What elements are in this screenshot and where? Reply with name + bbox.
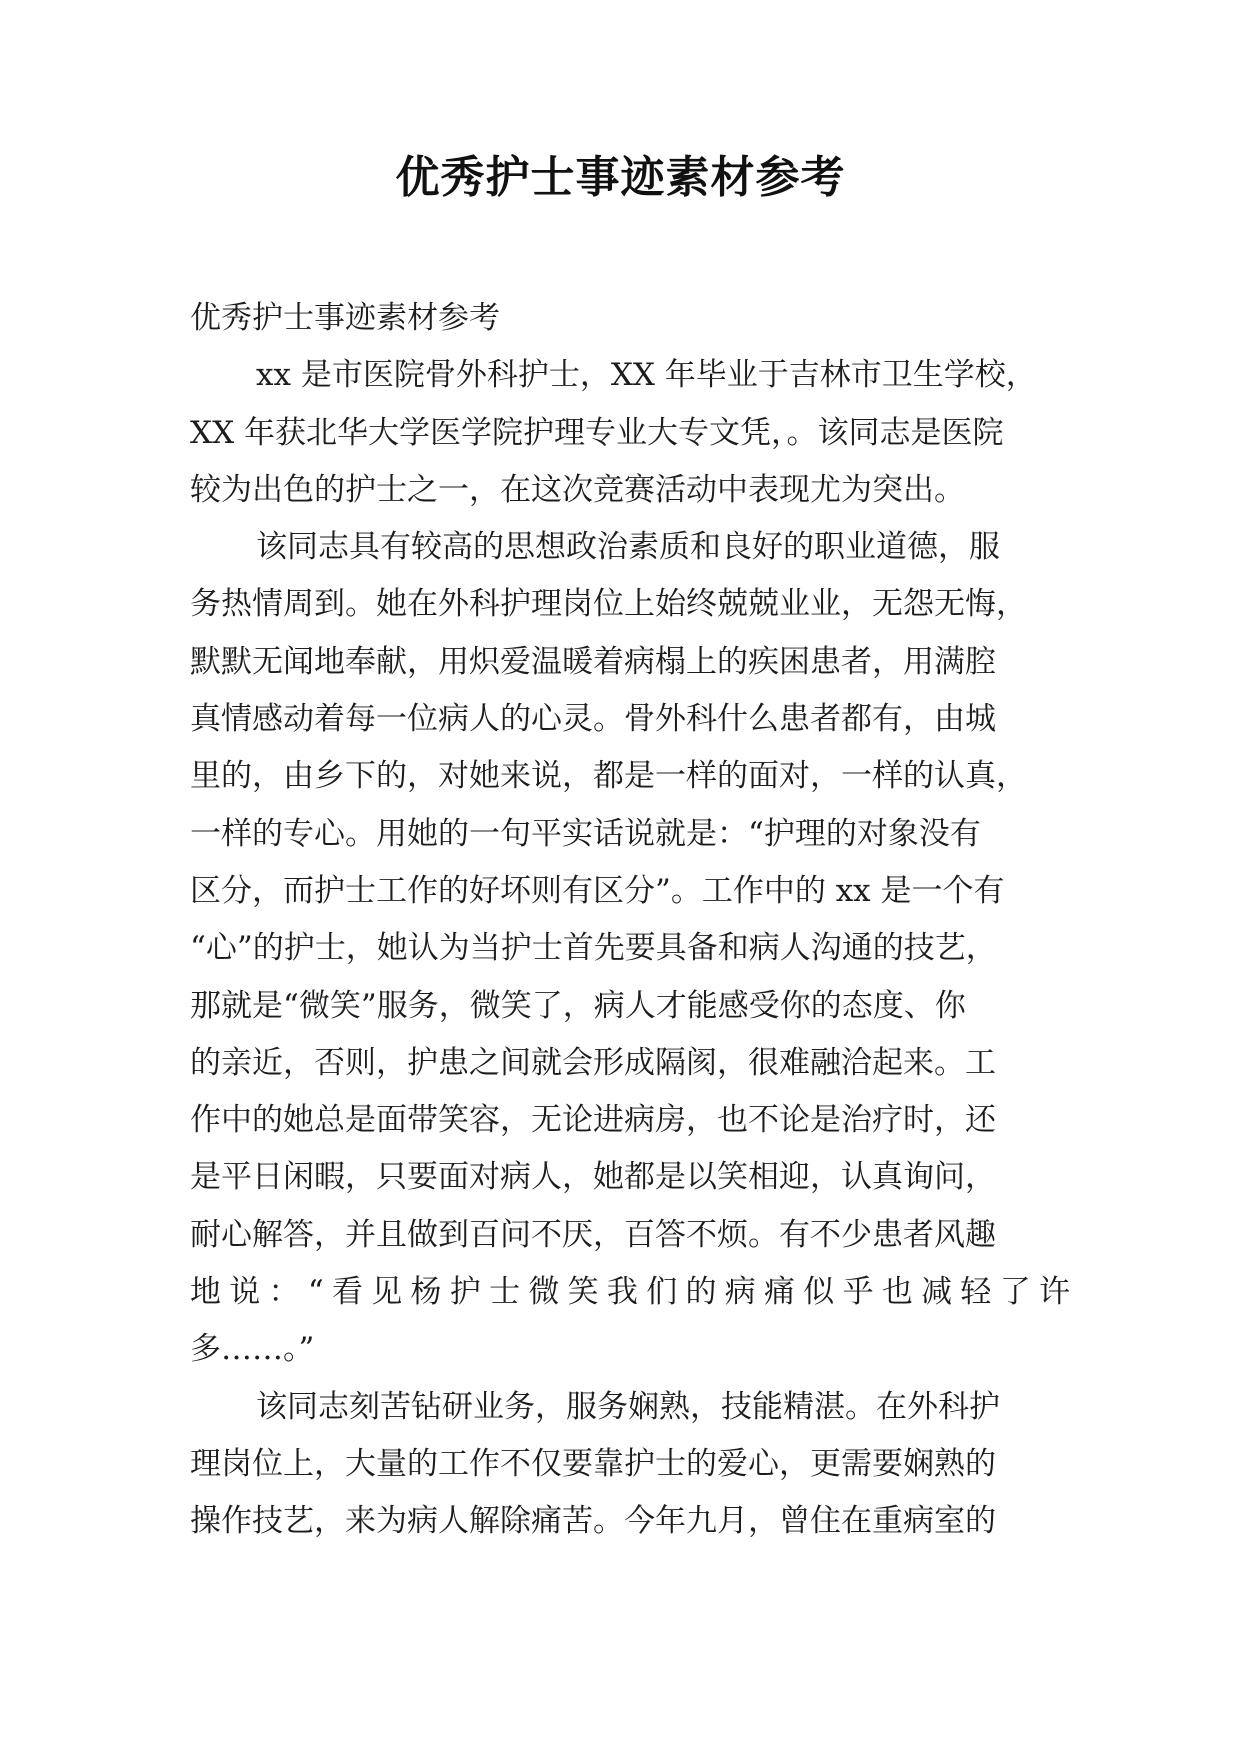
paragraph-line: 作中的她总是面带笑容，无论进病房，也不论是治疗时，还 (190, 1102, 996, 1139)
paragraph-line: 地说：“看见杨护士微笑我们的病痛似乎也减轻了许 (190, 1274, 1070, 1311)
paragraph-line: 理岗位上，大量的工作不仅要靠护士的爱心，更需要娴熟的 (190, 1445, 996, 1482)
paragraph-line: 里的，由乡下的，对她来说，都是一样的面对，一样的认真， (190, 758, 1027, 795)
body-subtitle-line: 优秀护士事迹素材参考 (190, 300, 500, 336)
paragraph-line: xx 是市医院骨外科护士，XX 年毕业于吉林市卫生学校， (256, 357, 1037, 394)
paragraph-line: 务热情周到。她在外科护理岗位上始终兢兢业业，无怨无悔， (190, 586, 1027, 623)
paragraph-line: 是平日闲暇，只要面对病人，她都是以笑相迎，认真询问， (190, 1159, 996, 1196)
paragraph-line: XX 年获北华大学医学院护理专业大专文凭，。该同志是医院 (190, 414, 1004, 451)
document-title: 优秀护士事迹素材参考 (395, 152, 846, 203)
paragraph-line: 多……。” (190, 1331, 315, 1368)
paragraph-line: 耐心解答，并且做到百问不厌，百答不烦。有不少患者风趣 (190, 1216, 996, 1253)
paragraph-line: 该同志刻苦钻研业务，服务娴熟，技能精湛。在外科护 (256, 1388, 1000, 1425)
paragraph-line: 区分，而护士工作的好坏则有区分”。工作中的 xx 是一个有 (190, 872, 1005, 909)
paragraph-line: 操作技艺，来为病人解除痛苦。今年九月，曾住在重病室的 (190, 1503, 996, 1540)
paragraph-line: 默默无闻地奉献，用炽爱温暖着病榻上的疾困患者，用满腔 (190, 643, 996, 680)
paragraph-line: 该同志具有较高的思想政治素质和良好的职业道德，服 (256, 529, 1000, 566)
paragraph-line: “心”的护士，她认为当护士首先要具备和病人沟通的技艺， (190, 930, 997, 967)
paragraph-line: 较为出色的护士之一，在这次竞赛活动中表现尤为突出。 (190, 471, 965, 508)
paragraph-line: 真情感动着每一位病人的心灵。骨外科什么患者都有，由城 (190, 701, 996, 738)
paragraph-line: 的亲近，否则，护患之间就会形成隔阂，很难融洽起来。工 (190, 1044, 996, 1081)
paragraph-line: 一样的专心。用她的一句平实话说就是：“护理的对象没有 (190, 815, 981, 852)
paragraph-line: 那就是“微笑”服务，微笑了，病人才能感受你的态度、你 (190, 987, 966, 1024)
document-body (190, 290, 1070, 1551)
